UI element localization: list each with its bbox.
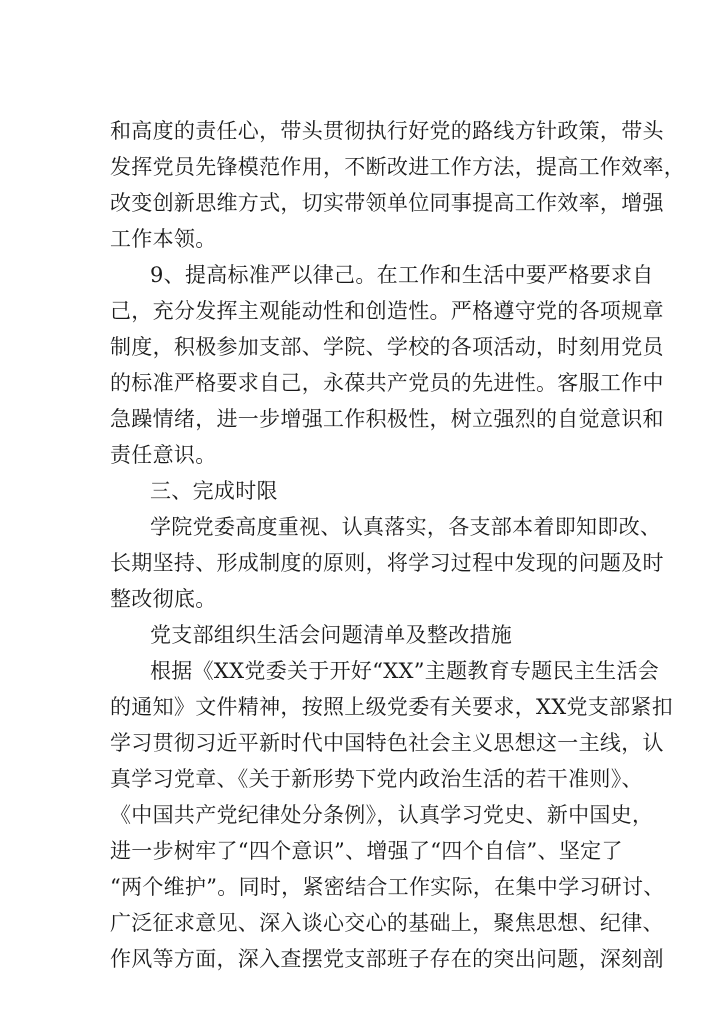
text-line: 整改彻底。 <box>110 587 217 611</box>
text-line: 己，充分发挥主观能动性和创造性。严格遵守党的各项规章 <box>110 299 664 323</box>
document-title: 党支部组织生活会问题清单及整改措施 <box>150 623 513 647</box>
text-line: 学习贯彻习近平新时代中国特色社会主义思想这一主线，认 <box>110 731 664 755</box>
text-line: 工作本领。 <box>110 227 217 251</box>
text-line: 学院党委高度重视、认真落实，各支部本着即知即改、 <box>150 515 662 539</box>
text-line: 和高度的责任心，带头贯彻执行好党的路线方针政策，带头 <box>110 119 664 143</box>
text-line: 作风等方面，深入查摆党支部班子存在的突出问题，深刻剖 <box>110 947 664 971</box>
text-line: 进一步树牢了“四个意识”、增强了“四个自信”、坚定了 <box>110 839 623 863</box>
text-line: “两个维护”。同时，紧密结合工作实际，在集中学习研讨、 <box>110 875 665 899</box>
section-heading: 三、完成时限 <box>150 479 278 503</box>
text-line: 《中国共产党纪律处分条例》，认真学习党史、新中国史， <box>110 803 654 827</box>
text-line: 长期坚持、形成制度的原则，将学习过程中发现的问题及时 <box>110 551 664 575</box>
text-line: 广泛征求意见、深入谈心交心的基础上，聚焦思想、纪律、 <box>110 911 664 935</box>
text-line: 的通知》文件精神，按照上级党委有关要求，XX党支部紧扣 <box>110 695 673 719</box>
text-line: 的标准严格要求自己，永葆共产党员的先进性。客服工作中 <box>110 371 664 395</box>
text-line: 根据《XX党委关于开好“XX”主题教育专题民主生活会 <box>150 659 660 683</box>
text-line: 责任意识。 <box>110 443 217 467</box>
text-line: 急躁情绪，进一步增强工作积极性，树立强烈的自觉意识和 <box>110 407 664 431</box>
text-line: 发挥党员先锋模范作用，不断改进工作方法，提高工作效率， <box>110 155 686 179</box>
text-line: 制度，积极参加支部、学院、学校的各项活动，时刻用党员 <box>110 335 664 359</box>
text-line: 真学习党章、《关于新形势下党内政治生活的若干准则》、 <box>110 767 643 791</box>
text-line: 9、提高标准严以律己。在工作和生活中要严格要求自 <box>150 263 654 287</box>
text-line: 改变创新思维方式，切实带领单位同事提高工作效率，增强 <box>110 191 664 215</box>
